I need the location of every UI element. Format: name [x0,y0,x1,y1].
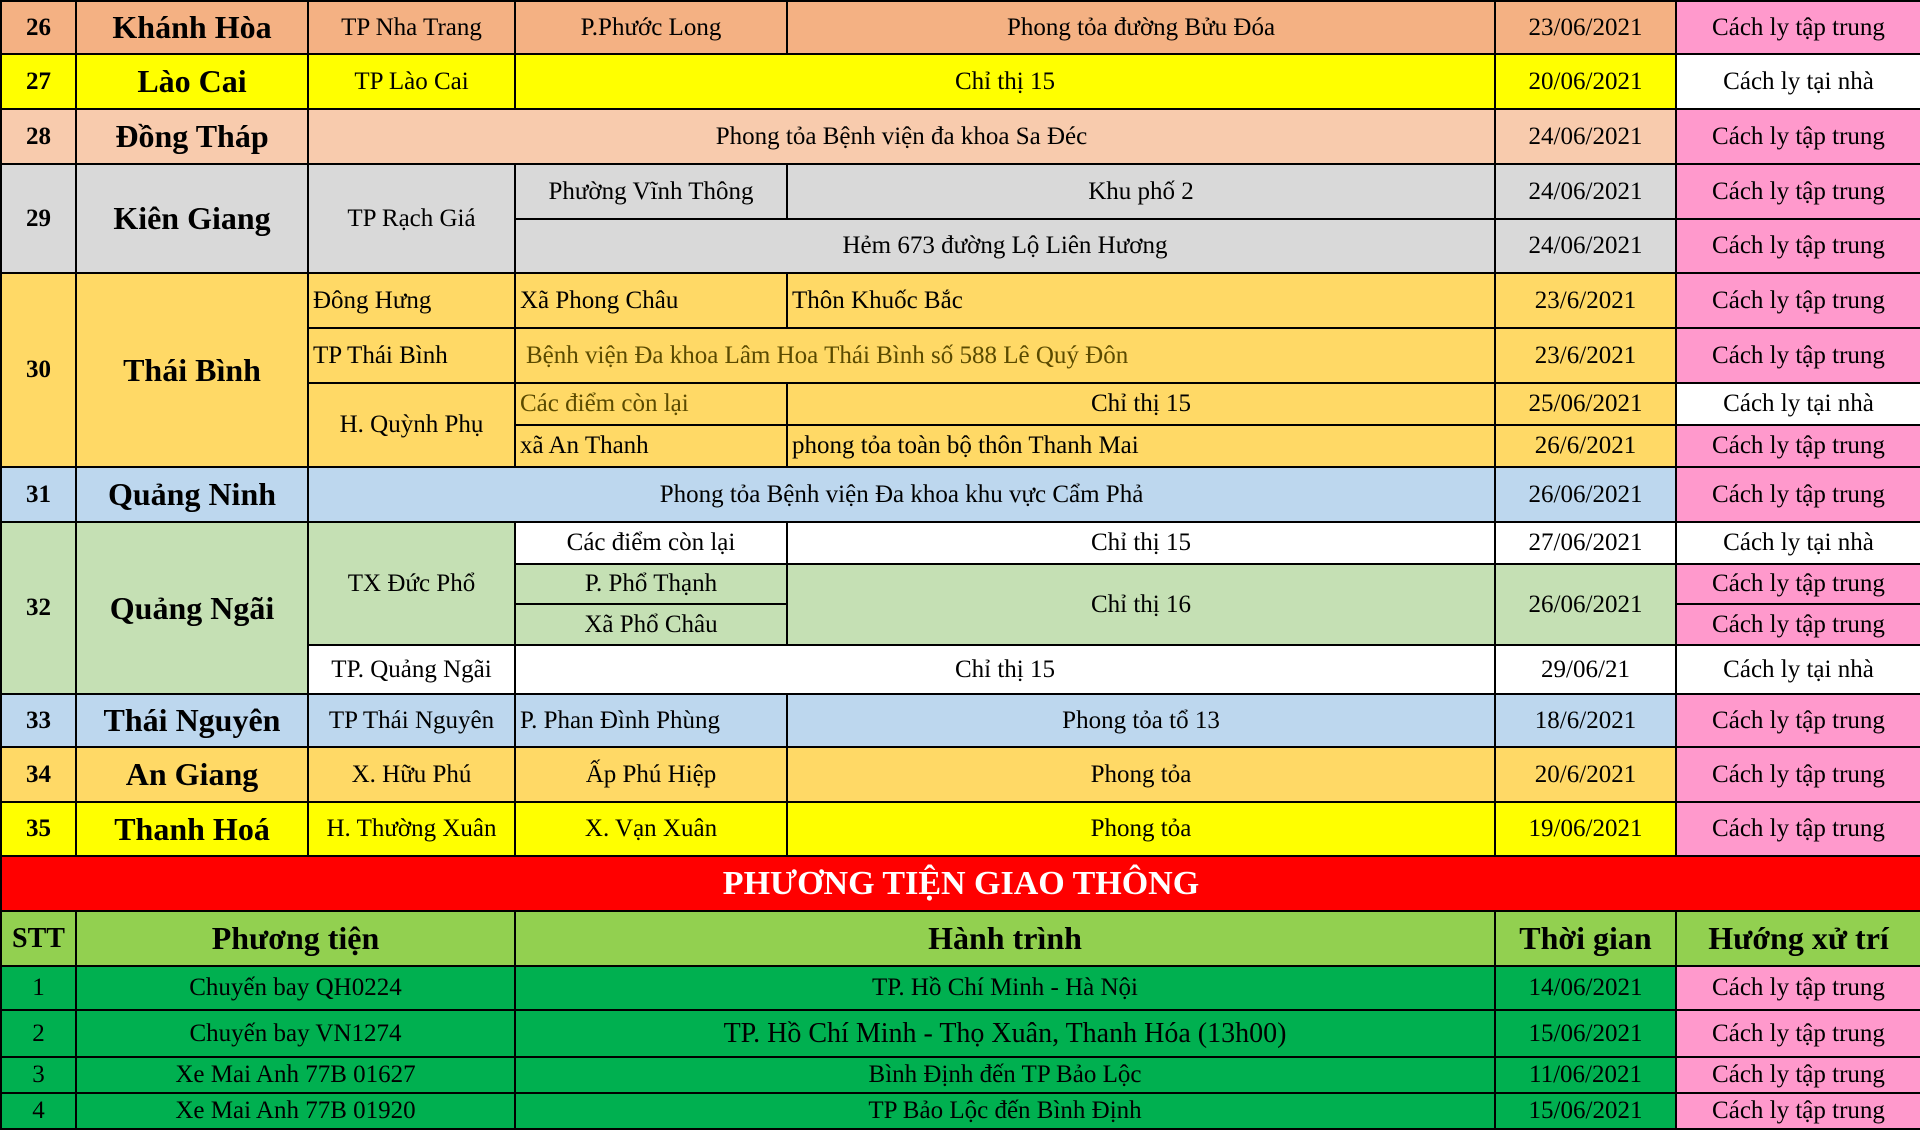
detail-cell: phong tỏa toàn bộ thôn Thanh Mai [787,425,1495,467]
table-row [1,1,1920,54]
date-cell: 20/6/2021 [1495,747,1676,802]
date-cell: 11/06/2021 [1495,1057,1676,1093]
header-row [1,911,1920,966]
detail-cell: Bệnh viện Đa khoa Lâm Hoa Thái Bình số 588 Lê Quý Đôn [515,328,1495,383]
date-cell: 15/06/2021 [1495,1010,1676,1057]
detail-cell: Chỉ thị 16 [787,564,1495,645]
district-cell: TP Nha Trang [308,1,515,54]
row-number: 29 [1,164,76,273]
province-name: An Giang [76,747,308,802]
province-name: Khánh Hòa [76,1,308,54]
action-cell: Cách ly tập trung [1676,164,1920,219]
ward-cell: Xã Phong Châu [515,273,787,328]
ward-cell: X. Vạn Xuân [515,802,787,856]
detail-cell: Hẻm 673 đường Lộ Liên Hương [515,219,1495,273]
action-cell: Cách ly tại nhà [1676,522,1920,564]
table-row [1,1093,1920,1129]
province-name: Thái Nguyên [76,694,308,747]
date-cell: 23/6/2021 [1495,328,1676,383]
action-cell: Cách ly tập trung [1676,1010,1920,1057]
action-cell: Cách ly tập trung [1676,1057,1920,1093]
table-row [1,694,1920,747]
action-cell: Cách ly tập trung [1676,604,1920,645]
action-cell: Cách ly tập trung [1676,1093,1920,1129]
date-cell: 23/6/2021 [1495,273,1676,328]
date-cell: 19/06/2021 [1495,802,1676,856]
district-cell: TP Rạch Giá [308,164,515,273]
section-banner-row [1,856,1920,911]
ward-cell: P. Phan Đình Phùng [515,694,787,747]
ward-cell: Ấp Phú Hiệp [515,747,787,802]
detail-cell: Phong tỏa Bệnh viện đa khoa Sa Đéc [308,109,1495,164]
table-row [1,747,1920,802]
action-cell: Cách ly tập trung [1676,564,1920,604]
table-row [1,1010,1920,1057]
row-number: 31 [1,467,76,522]
date-cell: 24/06/2021 [1495,164,1676,219]
ward-cell: P.Phước Long [515,1,787,54]
action-cell: Cách ly tập trung [1676,425,1920,467]
district-cell: H. Thường Xuân [308,802,515,856]
row-number: 27 [1,54,76,109]
action-cell: Cách ly tập trung [1676,273,1920,328]
row-number: 28 [1,109,76,164]
date-cell: 26/06/2021 [1495,564,1676,645]
vehicle-cell: Xe Mai Anh 77B 01627 [76,1057,515,1093]
action-cell: Cách ly tập trung [1676,219,1920,273]
route-cell: Bình Định đến TP Bảo Lộc [515,1057,1495,1093]
route-cell: TP. Hồ Chí Minh - Thọ Xuân, Thanh Hóa (13h00) [515,1010,1495,1057]
table-row [1,966,1920,1010]
date-cell: 24/06/2021 [1495,109,1676,164]
detail-cell: Phong tỏa [787,802,1495,856]
province-name: Kiên Giang [76,164,308,273]
vehicle-cell: Chuyến bay QH0224 [76,966,515,1010]
row-number: 1 [1,966,76,1010]
row-number: 33 [1,694,76,747]
detail-cell: Thôn Khuốc Bắc [787,273,1495,328]
detail-cell: Phong tỏa Bệnh viện Đa khoa khu vực Cẩm Phả [308,467,1495,522]
district-cell: H. Quỳnh Phụ [308,383,515,467]
route-cell: TP. Hồ Chí Minh - Hà Nội [515,966,1495,1010]
date-cell: 20/06/2021 [1495,54,1676,109]
table-row [1,273,1920,328]
district-cell: X. Hữu Phú [308,747,515,802]
action-cell: Cách ly tập trung [1676,328,1920,383]
detail-cell: Chỉ thị 15 [787,383,1495,425]
table-row [1,802,1920,856]
province-name: Thái Bình [76,273,308,467]
district-cell: TX Đức Phổ [308,522,515,645]
date-cell: 27/06/2021 [1495,522,1676,564]
date-cell: 29/06/21 [1495,645,1676,694]
vehicle-cell: Chuyến bay VN1274 [76,1010,515,1057]
province-name: Đồng Tháp [76,109,308,164]
table-row [1,164,1920,219]
table-row [1,1057,1920,1093]
ward-cell: xã An Thanh [515,425,787,467]
date-cell: 18/6/2021 [1495,694,1676,747]
detail-cell: Chỉ thị 15 [515,54,1495,109]
row-number: 30 [1,273,76,467]
action-cell: Cách ly tập trung [1676,747,1920,802]
district-cell: Đông Hưng [308,273,515,328]
row-number: 26 [1,1,76,54]
action-cell: Cách ly tập trung [1676,694,1920,747]
district-cell: TP Lào Cai [308,54,515,109]
province-name: Quảng Ngãi [76,522,308,694]
province-name: Lào Cai [76,54,308,109]
route-cell: TP Bảo Lộc đến Bình Định [515,1093,1495,1129]
row-number: 35 [1,802,76,856]
action-cell: Cách ly tập trung [1676,1,1920,54]
ward-cell: Các điểm còn lại [515,383,787,425]
row-number: 32 [1,522,76,694]
date-cell: 24/06/2021 [1495,219,1676,273]
header-route: Hành trình [515,911,1495,966]
action-cell: Cách ly tập trung [1676,966,1920,1010]
province-name: Quảng Ninh [76,467,308,522]
table-row [1,467,1920,522]
detail-cell: Chỉ thị 15 [787,522,1495,564]
row-number: 4 [1,1093,76,1129]
header-stt: STT [1,911,76,966]
ward-cell: Phường Vĩnh Thông [515,164,787,219]
date-cell: 14/06/2021 [1495,966,1676,1010]
action-cell: Cách ly tập trung [1676,802,1920,856]
row-number: 2 [1,1010,76,1057]
date-cell: 26/06/2021 [1495,467,1676,522]
action-cell: Cách ly tập trung [1676,467,1920,522]
table-row [1,109,1920,164]
row-number: 3 [1,1057,76,1093]
date-cell: 25/06/2021 [1495,383,1676,425]
section-banner: PHƯƠNG TIỆN GIAO THÔNG [1,856,1920,911]
province-name: Thanh Hoá [76,802,308,856]
date-cell: 23/06/2021 [1495,1,1676,54]
ward-cell: Xã Phổ Châu [515,604,787,645]
action-cell: Cách ly tại nhà [1676,54,1920,109]
row-number: 34 [1,747,76,802]
detail-cell: Phong tỏa đường Bửu Đóa [787,1,1495,54]
action-cell: Cách ly tại nhà [1676,645,1920,694]
detail-cell: Chỉ thị 15 [515,645,1495,694]
action-cell: Cách ly tập trung [1676,109,1920,164]
table-row [1,522,1920,564]
date-cell: 26/6/2021 [1495,425,1676,467]
ward-cell: Các điểm còn lại [515,522,787,564]
header-vehicle: Phương tiện [76,911,515,966]
district-cell: TP. Quảng Ngãi [308,645,515,694]
date-cell: 15/06/2021 [1495,1093,1676,1129]
district-cell: TP Thái Bình [308,328,515,383]
detail-cell: Phong tỏa tổ 13 [787,694,1495,747]
vehicle-cell: Xe Mai Anh 77B 01920 [76,1093,515,1129]
table-row [1,54,1920,109]
detail-cell: Phong tỏa [787,747,1495,802]
header-action: Hướng xử trí [1676,911,1920,966]
action-cell: Cách ly tại nhà [1676,383,1920,425]
ward-cell: P. Phổ Thạnh [515,564,787,604]
header-time: Thời gian [1495,911,1676,966]
detail-cell: Khu phố 2 [787,164,1495,219]
district-cell: TP Thái Nguyên [308,694,515,747]
